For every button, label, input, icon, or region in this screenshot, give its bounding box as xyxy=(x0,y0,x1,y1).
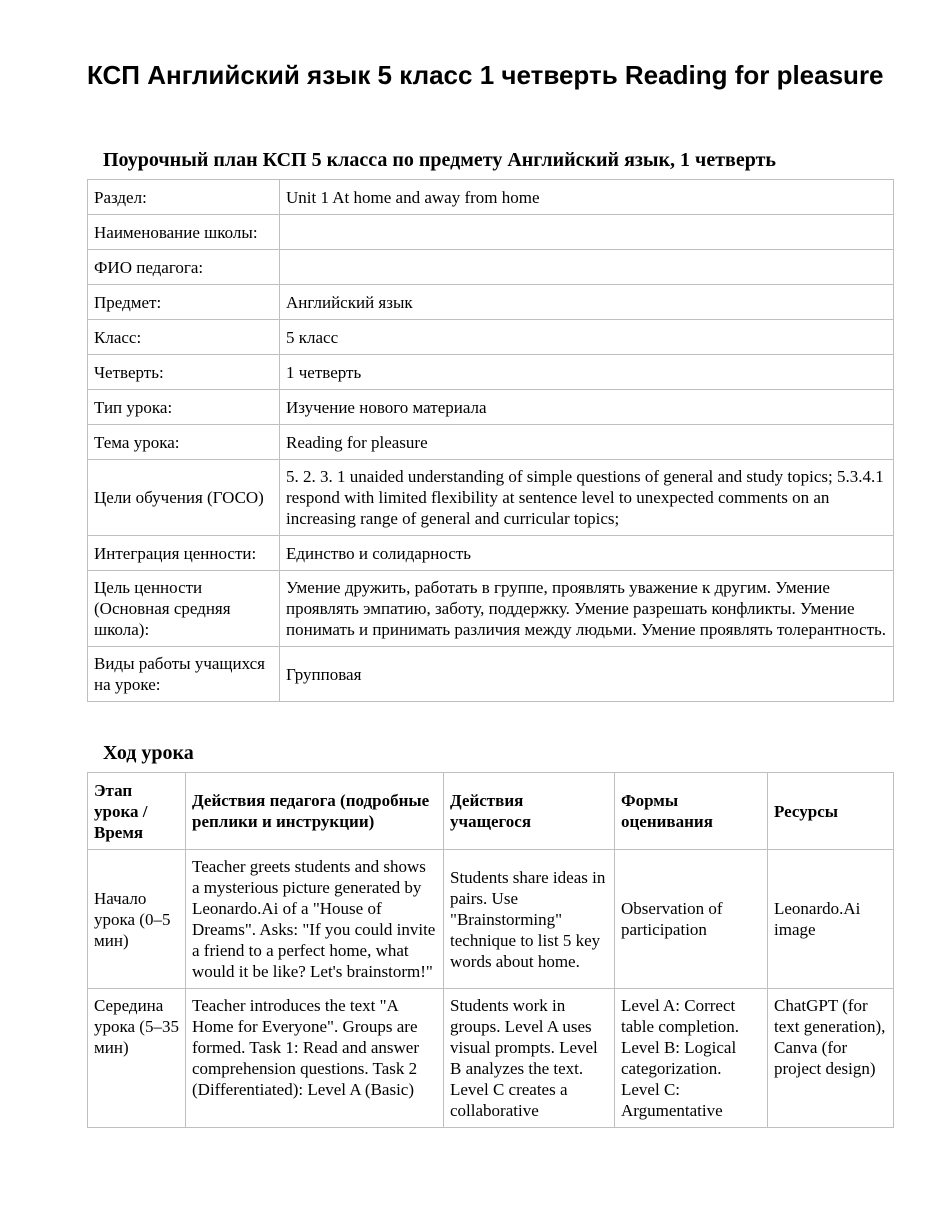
info-label: Предмет: xyxy=(88,285,280,320)
info-row xyxy=(88,250,894,285)
info-label: Четверть: xyxy=(88,355,280,390)
info-row xyxy=(88,320,894,355)
lesson-info-body xyxy=(88,180,894,702)
info-label: ФИО педагога: xyxy=(88,250,280,285)
info-value: 1 четверть xyxy=(280,355,894,390)
info-value: 5. 2. 3. 1 unaided understanding of simple questions of general and study topics; 5.3.4.1 respond with limited flexibility at sentence level to unexpected comments on an increasing range of general and curricular topics; xyxy=(280,460,894,536)
info-label: Класс: xyxy=(88,320,280,355)
lesson-cell: Students share ideas in pairs. Use "Brainstorming" technique to list 5 key words about home. xyxy=(444,850,615,989)
info-row xyxy=(88,536,894,571)
lesson-info-table xyxy=(87,179,894,702)
column-header: Ресурсы xyxy=(768,773,894,850)
column-header: Действия учащегося xyxy=(444,773,615,850)
lesson-stage-row xyxy=(88,850,894,989)
info-value xyxy=(280,250,894,285)
plan-heading: Поурочный план КСП 5 класса по предмету Английский язык, 1 четверть xyxy=(103,149,776,171)
info-label: Наименование школы: xyxy=(88,215,280,250)
info-value: Изучение нового материала xyxy=(280,390,894,425)
column-header: Действия педагога (подробные реплики и инструкции) xyxy=(186,773,444,850)
lesson-cell: Students work in groups. Level A uses visual prompts. Level B analyzes the text. Level C creates a collaborative xyxy=(444,989,615,1128)
document-title: КСП Английский язык 5 класс 1 четверть Reading for pleasure xyxy=(87,60,884,90)
info-label: Цели обучения (ГОСО) xyxy=(88,460,280,536)
lesson-cell: Teacher greets students and shows a mysterious picture generated by Leonardo.Ai of a "House of Dreams". Asks: "If you could invite a friend to a perfect home, what would it be like? Let's brainstorm!" xyxy=(186,850,444,989)
info-value xyxy=(280,215,894,250)
info-row xyxy=(88,390,894,425)
info-label: Раздел: xyxy=(88,180,280,215)
lesson-flow-header-row xyxy=(88,773,894,850)
info-value: Единство и солидарность xyxy=(280,536,894,571)
info-value: Английский язык xyxy=(280,285,894,320)
info-row xyxy=(88,425,894,460)
info-label: Виды работы учащихся на уроке: xyxy=(88,647,280,702)
info-value: Unit 1 At home and away from home xyxy=(280,180,894,215)
lesson-cell: ChatGPT (for text generation), Canva (for project design) xyxy=(768,989,894,1128)
column-header: Этап урока / Время xyxy=(88,773,186,850)
info-row xyxy=(88,355,894,390)
info-row xyxy=(88,215,894,250)
info-value: Reading for pleasure xyxy=(280,425,894,460)
info-row xyxy=(88,460,894,536)
info-row xyxy=(88,285,894,320)
lesson-cell: Level A: Correct table completion. Level B: Logical categorization. Level C: Argumentative xyxy=(615,989,768,1128)
lesson-cell: Leonardo.Ai image xyxy=(768,850,894,989)
info-row xyxy=(88,180,894,215)
info-label: Тип урока: xyxy=(88,390,280,425)
info-value: 5 класс xyxy=(280,320,894,355)
info-row xyxy=(88,647,894,702)
lesson-flow-table xyxy=(87,772,894,1128)
lesson-cell: Начало урока (0–5 мин) xyxy=(88,850,186,989)
lesson-flow-body xyxy=(88,850,894,1128)
info-label: Интеграция ценности: xyxy=(88,536,280,571)
info-row xyxy=(88,571,894,647)
info-label: Тема урока: xyxy=(88,425,280,460)
lesson-heading: Ход урока xyxy=(103,742,194,764)
lesson-stage-row xyxy=(88,989,894,1128)
lesson-cell: Середина урока (5–35 мин) xyxy=(88,989,186,1128)
lesson-cell: Teacher introduces the text "A Home for Everyone". Groups are formed. Task 1: Read and answer comprehension questions. Task 2 (Differentiated): Level A (Basic) xyxy=(186,989,444,1128)
lesson-cell: Observation of participation xyxy=(615,850,768,989)
info-value: Умение дружить, работать в группе, проявлять уважение к другим. Умение проявлять эмпатию, заботу, поддержку. Умение разрешать конфликты. Умение понимать и принимать различия между людьми. Умение проявлять толерантность. xyxy=(280,571,894,647)
column-header: Формы оценивания xyxy=(615,773,768,850)
info-label: Цель ценности (Основная средняя школа): xyxy=(88,571,280,647)
info-value: Групповая xyxy=(280,647,894,702)
